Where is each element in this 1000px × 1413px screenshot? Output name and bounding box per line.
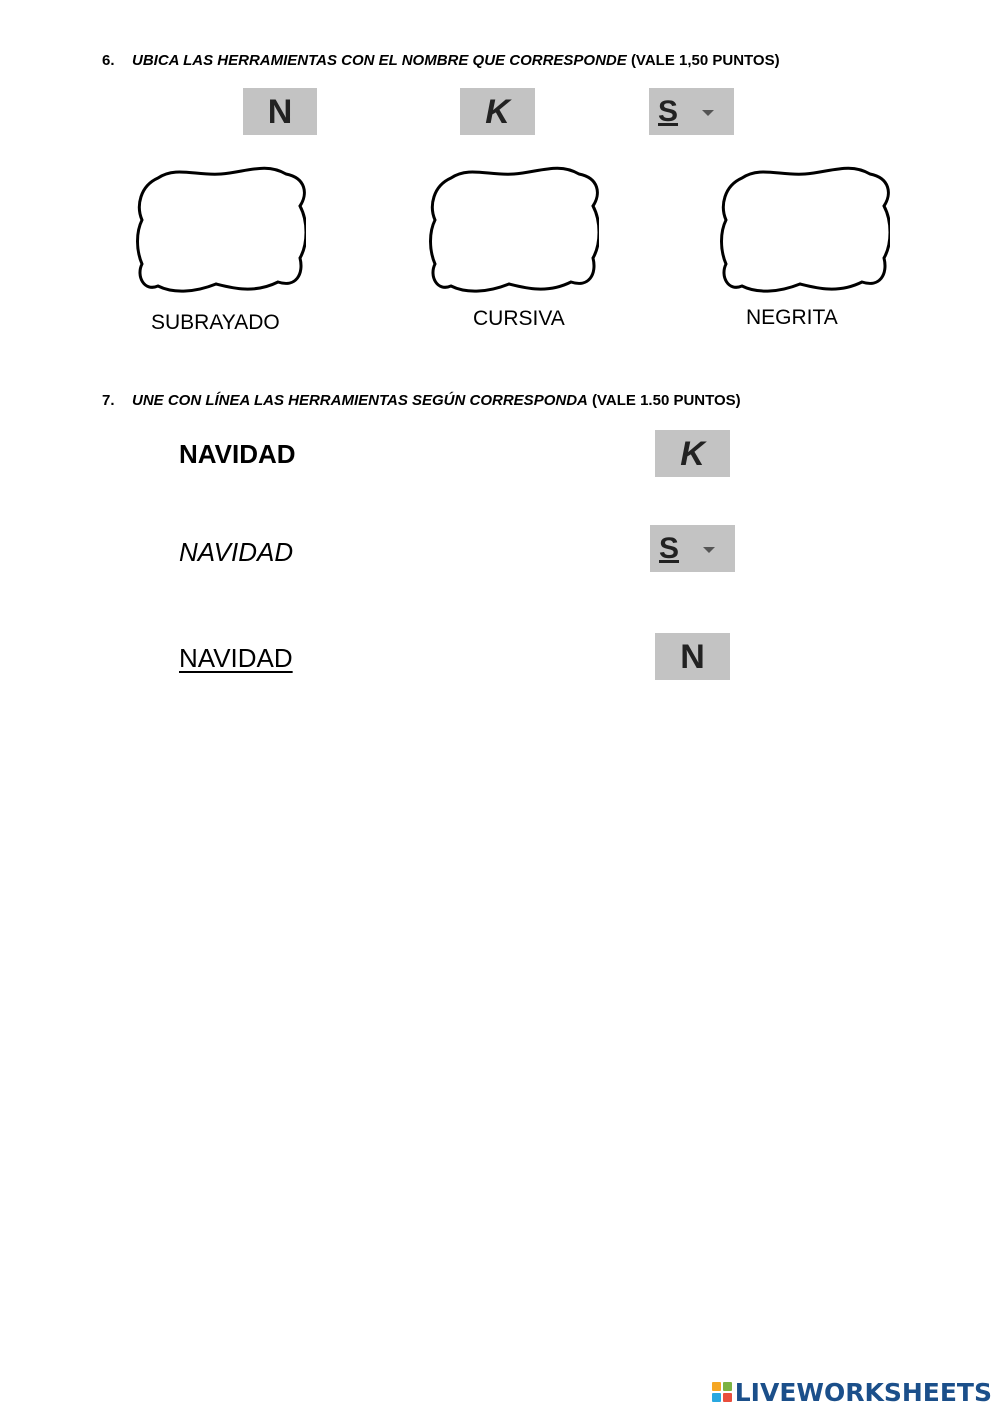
label-subrayado: SUBRAYADO xyxy=(151,311,280,334)
italic-icon: K xyxy=(485,92,510,131)
drop-zone-cloud-1[interactable] xyxy=(136,166,306,294)
underline-tool-button[interactable] xyxy=(649,88,734,135)
bold-tool-button[interactable] xyxy=(243,88,317,135)
liveworksheets-logo-icon xyxy=(712,1382,732,1402)
bold-icon: N xyxy=(680,637,705,676)
logo-square-1 xyxy=(712,1382,721,1391)
word-italic[interactable]: NAVIDAD xyxy=(179,537,294,567)
cloud-shape-3 xyxy=(720,166,890,294)
italic-icon: K xyxy=(680,434,705,473)
underline-match-button[interactable] xyxy=(650,525,735,572)
logo-square-3 xyxy=(712,1393,721,1402)
q7-points: (VALE 1.50 PUNTOS) xyxy=(592,392,741,409)
drop-zone-cloud-3[interactable] xyxy=(720,166,890,294)
liveworksheets-logo xyxy=(712,1379,992,1405)
drop-zone-cloud-2[interactable] xyxy=(429,166,599,294)
q7-number: 7. xyxy=(102,392,115,409)
q6-number: 6. xyxy=(102,52,115,69)
label-cursiva: CURSIVA xyxy=(473,307,565,330)
q6-points: (VALE 1,50 PUNTOS) xyxy=(630,52,780,69)
cloud-shape-2 xyxy=(429,166,599,294)
chevron-down-icon xyxy=(703,547,715,553)
word-underline[interactable]: NAVIDAD xyxy=(179,643,293,673)
bold-match-button[interactable] xyxy=(655,633,730,680)
chevron-down-icon xyxy=(702,110,714,116)
label-negrita: NEGRITA xyxy=(746,306,838,329)
word-bold[interactable]: NAVIDAD xyxy=(179,439,296,469)
underline-icon: S xyxy=(658,94,679,128)
cloud-shape-1 xyxy=(136,166,306,294)
italic-tool-button[interactable] xyxy=(460,88,535,135)
bold-icon: N xyxy=(267,92,293,131)
italic-match-button[interactable] xyxy=(655,430,730,477)
q6-instruction: UBICA LAS HERRAMIENTAS CON EL NOMBRE QUE CORRESPONDE xyxy=(132,52,627,69)
logo-square-4 xyxy=(723,1393,732,1402)
q6-title xyxy=(102,52,780,69)
underline-icon: S xyxy=(659,531,680,565)
logo-square-2 xyxy=(723,1382,732,1391)
q7-title xyxy=(102,392,741,409)
q7-instruction: UNE CON LÍNEA LAS HERRAMIENTAS SEGÚN CORRESPONDA xyxy=(132,392,588,409)
brand-text: LIVEWORKSHEETS xyxy=(734,1377,992,1407)
